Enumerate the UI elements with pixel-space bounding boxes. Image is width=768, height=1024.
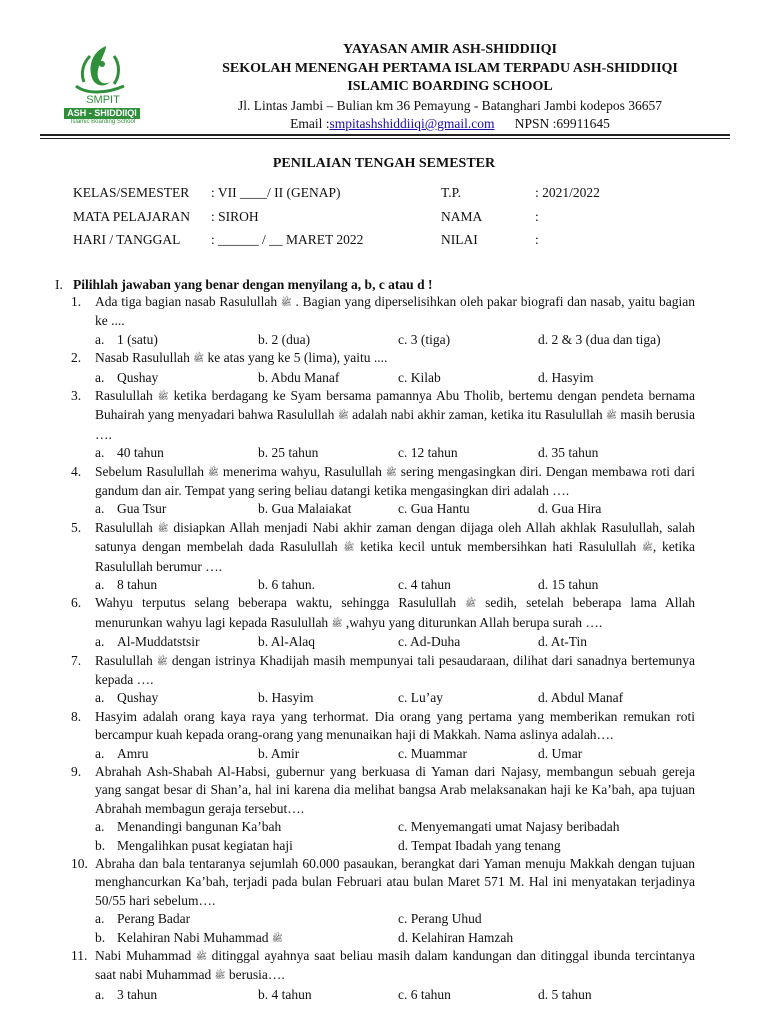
answer-option[interactable]	[95, 837, 293, 855]
option-letter: a.	[95, 745, 105, 761]
option-text: c. 4 tahun	[398, 577, 451, 593]
answer-option[interactable]	[398, 689, 443, 707]
school-address: Jl. Lintas Jambi – Bulian km 36 Pemayung - Batanghari Jambi kodepos 36657	[237, 97, 663, 113]
answer-option[interactable]	[258, 500, 351, 518]
letterhead	[0, 38, 768, 133]
saw-symbol: ﷺ	[385, 467, 397, 478]
question-text-part: , ketika Rasulullah berumur ….	[95, 539, 695, 574]
option-text: d. 35 tahun	[538, 445, 599, 461]
option-text: d. Kelahiran Hamzah	[398, 929, 514, 945]
option-text: c. Lu’ay	[398, 690, 443, 706]
answer-option[interactable]	[258, 745, 299, 763]
question-item	[73, 652, 695, 708]
answer-option[interactable]	[258, 986, 312, 1004]
option-text: Kelahiran Nabi Muhammad	[117, 929, 272, 945]
option-text: c. 3 (tiga)	[398, 331, 451, 347]
saw-symbol: ﷺ	[157, 392, 169, 402]
answer-option[interactable]	[398, 986, 451, 1004]
question-number: 11.	[71, 948, 88, 964]
question-number: 7.	[71, 652, 82, 668]
email-label: Email :	[290, 116, 330, 131]
hari-label: HARI / TANGGAL	[73, 232, 181, 247]
answer-option[interactable]	[398, 910, 482, 928]
answer-option[interactable]	[258, 633, 315, 651]
option-letter: a.	[95, 986, 105, 1002]
answer-option[interactable]	[95, 633, 200, 651]
question-item	[73, 855, 695, 947]
question-text-part: . Bagian yang diperselisihkan oleh pakar biografi dan nasab, yaitu bagian ke ....	[95, 294, 695, 329]
foundation-name: YAYASAN AMIR ASH-SHIDDIIQI	[343, 42, 557, 57]
kelas-value: : VII ____/ II (GENAP)	[211, 185, 341, 200]
option-letter: a.	[95, 577, 105, 593]
question-text	[95, 519, 695, 576]
question-text-part: Hasyim adalah orang kaya raya yang terhormat. Dia orang yang pertama yang memberikan remukan roti bercampur kuah kepada orang-orang yang menunaikan haji di Makkah. Nama aslinya adalah….	[95, 708, 695, 743]
option-text: d. At-Tin	[538, 634, 588, 650]
answer-option[interactable]	[95, 910, 190, 928]
question-text-part: ditinggal ayahnya saat beliau masih dalam kandungan dan ditinggal ibunda tercintanya saat nabi Muhammad	[95, 948, 695, 983]
answer-option[interactable]	[95, 576, 157, 594]
option-letter: a.	[95, 501, 105, 517]
option-text: Al-Muddatstsir	[117, 634, 200, 650]
option-text: d. Tempat Ibadah yang tenang	[398, 837, 561, 853]
answer-option[interactable]	[538, 633, 587, 651]
question-text-part: ,wahyu yang diturunkan Allah berupa surah ….	[342, 614, 603, 630]
answer-option[interactable]	[538, 444, 598, 462]
answer-option[interactable]	[95, 929, 283, 948]
school-name: SEKOLAH MENENGAH PERTAMA ISLAM TERPADU ASH-SHIDDIIQI	[222, 60, 678, 76]
question-number: 1.	[71, 294, 82, 309]
question-item	[73, 349, 695, 387]
question-text	[95, 708, 695, 745]
question-text-part: Abraha dan bala tentaranya sejumlah 60.000 pasaukan, berangkat dari Yaman menuju Makkah dengan tujuan menghancurkan Ka’bah, terjadi pada bulan Februari atau bulan Maret 571 M. Hal ini menyatakan terjadinya 50/55 hari sebelum….	[95, 856, 695, 908]
answer-options	[95, 745, 695, 763]
option-text: c. 12 tahun	[398, 445, 458, 461]
answer-option[interactable]	[538, 576, 598, 594]
saw-symbol: ﷺ	[207, 467, 219, 478]
question-list	[73, 293, 695, 1004]
saw-symbol: ﷺ	[465, 599, 477, 610]
answer-option[interactable]	[538, 331, 661, 349]
option-text: Perang Badar	[117, 911, 191, 927]
answer-option[interactable]	[258, 444, 318, 462]
answer-option[interactable]	[398, 633, 460, 651]
answer-option[interactable]	[538, 369, 594, 387]
answer-option[interactable]	[258, 689, 314, 707]
answer-option[interactable]	[538, 745, 582, 763]
option-letter: a.	[95, 819, 105, 835]
answer-option[interactable]	[95, 986, 157, 1004]
option-letter: a.	[95, 634, 105, 650]
answer-option[interactable]	[95, 689, 158, 707]
question-text-part: ketika kecil untuk membersihkan hati Rasulullah	[354, 539, 642, 555]
question-text-part: dengan istrinya Khadijah masih mempunyai tali pesaudaraan, dilihat dari sanadnya bertemunya kepada ….	[95, 652, 695, 688]
question-text-part: sedih, setelah beberapa lama Allah menurunkan wahyu lagi kepada Rasulullah	[95, 595, 695, 630]
question-item	[73, 463, 695, 519]
logo-tagline: Islamic Boarding School	[70, 119, 136, 125]
question-number: 6.	[71, 595, 82, 611]
option-text: d. 2 & 3 (dua dan tiga)	[538, 331, 661, 347]
option-text: c. Kilab	[398, 369, 441, 385]
question-text	[95, 463, 695, 501]
option-letter: a.	[95, 690, 105, 706]
header-rule-thick	[40, 134, 730, 136]
answer-options	[95, 986, 695, 1004]
question-text-part: Rasulullah	[95, 652, 157, 668]
option-text: c. Muammar	[398, 745, 467, 761]
question-text-part: Rasulullah	[95, 519, 158, 535]
saw-symbol: ﷺ	[157, 523, 169, 534]
hari-value: : ______ / __ MARET 2022	[211, 232, 364, 247]
option-text: d. Gua Hira	[538, 501, 602, 517]
option-letter: a.	[95, 445, 105, 461]
answer-option[interactable]	[95, 818, 281, 836]
answer-option[interactable]	[538, 986, 592, 1004]
email-link[interactable]: smpitashshiddiiqi@gmail.com	[329, 116, 495, 131]
answer-option[interactable]	[398, 837, 561, 855]
answer-option[interactable]	[95, 369, 158, 387]
saw-symbol: ﷺ	[280, 298, 292, 308]
saw-symbol: ﷺ	[156, 656, 168, 667]
answer-option[interactable]	[258, 369, 339, 387]
answer-options	[95, 633, 695, 651]
npsn: NPSN :69911645	[514, 116, 610, 131]
option-text: b. 25 tahun	[258, 445, 319, 461]
option-letter: b.	[95, 837, 106, 853]
question-text	[95, 349, 695, 368]
option-text: 1 (satu)	[117, 331, 158, 347]
option-text: Mengalihkan pusat kegiatan haji	[117, 837, 293, 853]
question-number: 8.	[71, 708, 82, 724]
school-type: ISLAMIC BOARDING SCHOOL	[347, 79, 553, 94]
question-text-part: Wahyu terputus selang beberapa waktu, sehingga Rasulullah	[95, 595, 466, 611]
question-text	[95, 594, 695, 633]
mapel-value: : SIROH	[211, 208, 259, 224]
option-text: b. Amir	[258, 745, 300, 761]
question-text-part: Ada tiga bagian nasab Rasulullah	[95, 294, 281, 309]
answer-option[interactable]	[398, 576, 451, 594]
answer-options	[95, 331, 695, 349]
option-letter: a.	[95, 369, 105, 385]
question-number: 3.	[71, 388, 82, 403]
tp-label: T.P.	[441, 185, 462, 200]
nama-label: NAMA	[441, 208, 483, 224]
answer-option[interactable]	[398, 331, 450, 349]
question-number: 5.	[71, 519, 82, 535]
logo-name: ASH - SHIDDIIQI	[67, 108, 137, 118]
answer-options	[95, 444, 695, 462]
option-text: Qushay	[117, 369, 159, 385]
saw-symbol: ﷺ	[196, 952, 207, 963]
nilai-value: :	[535, 232, 539, 247]
question-item	[73, 947, 695, 1004]
instruction-text: Pilihlah jawaban yang benar dengan menyilang a, b, c atau d !	[73, 277, 433, 292]
option-text: b. Gua Malaiakat	[258, 501, 352, 517]
answer-option[interactable]	[398, 500, 470, 518]
question-text-part: adalah nabi akhir zaman, ketika itu Rasulullah	[348, 407, 607, 423]
question-text	[95, 387, 695, 444]
question-text	[95, 763, 695, 818]
option-letter: a.	[95, 331, 105, 347]
option-text: d. Umar	[538, 745, 583, 761]
answer-options	[95, 910, 695, 928]
option-text: d. 15 tahun	[538, 577, 599, 593]
answer-option[interactable]	[398, 929, 513, 947]
school-logo	[62, 42, 144, 126]
question-item	[73, 519, 695, 595]
option-text: 8 tahun	[117, 577, 158, 593]
question-text-part: berusia….	[225, 967, 285, 983]
kelas-label: KELAS/SEMESTER	[73, 185, 190, 200]
answer-option[interactable]	[398, 444, 458, 462]
option-text: d. Hasyim	[538, 369, 594, 385]
section-number: I.	[55, 277, 63, 292]
option-text: b. 2 (dua)	[258, 331, 311, 347]
saw-symbol: ﷺ	[193, 354, 205, 365]
option-text: Amru	[117, 745, 149, 761]
question-item	[73, 594, 695, 651]
question-item	[73, 293, 695, 349]
question-text-part: ketika berdagang ke Syam bersama pamannya Abu Tholib, bertemu dengan pendeta bernama Buhairah yang menyadari bahwa Rasulullah	[95, 388, 696, 423]
question-text-part: Nabi Muhammad	[95, 948, 197, 964]
answer-options	[95, 369, 695, 387]
question-item	[73, 387, 695, 463]
option-text: 3 tahun	[117, 986, 158, 1002]
answer-option[interactable]	[95, 745, 149, 763]
answer-options	[95, 818, 695, 836]
option-text: d. 5 tahun	[538, 986, 592, 1002]
answer-options	[95, 837, 695, 855]
option-text: c. Perang Uhud	[398, 911, 482, 927]
answer-option[interactable]	[258, 331, 310, 349]
option-text: b. Al-Alaq	[258, 634, 315, 650]
answer-options	[95, 689, 695, 707]
question-text-part: Nasab Rasulullah	[95, 350, 194, 366]
question-text-part: disiapkan Allah menjadi Nabi akhir zaman dengan dijaga oleh Allah akhlak Rasulullah, salah satunya dengan membelah dada Rasulullah	[95, 519, 696, 555]
saw-symbol: ﷺ	[214, 971, 226, 982]
answer-options	[95, 929, 695, 947]
option-text: c. Menyemangati umat Najasy beribadah	[398, 819, 620, 835]
exam-title: PENILAIAN TENGAH SEMESTER	[272, 156, 496, 171]
saw-symbol: ﷺ	[337, 411, 349, 422]
question-number: 2.	[71, 350, 82, 366]
logo-label: SMPIT	[86, 94, 120, 106]
option-letter: b.	[95, 929, 106, 945]
question-text-part: Rasulullah	[95, 388, 158, 403]
option-text: b. Hasyim	[258, 690, 314, 706]
answer-option[interactable]	[95, 444, 164, 462]
question-item	[73, 708, 695, 763]
answer-option[interactable]	[258, 576, 315, 594]
question-text-part: masih berusia ….	[95, 407, 695, 442]
question-text-part: sering mengasingkan diri. Dengan membawa roti dari gandum dan air. Tempat yang sering beliau datangi ketika mengasingkan diri adalah ….	[95, 463, 695, 499]
option-text: d. Abdul Manaf	[538, 690, 624, 706]
option-text: b. 4 tahun	[258, 986, 312, 1002]
tp-value: : 2021/2022	[535, 185, 600, 200]
question-text	[95, 652, 695, 690]
answer-option[interactable]	[538, 689, 623, 707]
nama-value: :	[535, 208, 539, 224]
question-text-part: Sebelum Rasulullah	[95, 463, 208, 479]
saw-symbol: ﷺ	[642, 543, 653, 554]
option-text: c. Ad-Duha	[398, 634, 461, 650]
question-text-part: ke atas yang ke 5 (lima), yaitu ....	[204, 350, 388, 366]
option-text: Gua Tsur	[117, 501, 167, 517]
answer-options	[95, 500, 695, 518]
saw-symbol: ﷺ	[331, 618, 343, 629]
option-text: b. Abdu Manaf	[258, 369, 340, 385]
question-number: 9.	[71, 764, 82, 780]
question-item	[73, 763, 695, 855]
option-text: Qushay	[117, 690, 159, 706]
question-number: 4.	[71, 463, 82, 479]
nilai-label: NILAI	[441, 232, 478, 247]
answer-option[interactable]	[538, 500, 601, 518]
answer-option[interactable]	[95, 331, 158, 349]
answer-option[interactable]	[398, 369, 441, 387]
option-text: b. 6 tahun.	[258, 577, 315, 593]
answer-option[interactable]	[398, 745, 467, 763]
answer-option[interactable]	[398, 818, 620, 836]
answer-options	[95, 576, 695, 594]
contact-line	[150, 115, 750, 134]
option-text: c. Gua Hantu	[398, 501, 470, 517]
header-rule-thin	[40, 138, 730, 139]
saw-symbol: ﷺ	[271, 933, 283, 944]
question-text-part: menerima wahyu, Rasulullah	[218, 463, 386, 479]
saw-symbol: ﷺ	[606, 411, 617, 422]
option-letter: a.	[95, 911, 105, 927]
exam-info	[73, 185, 753, 256]
question-number: 10.	[71, 856, 88, 872]
question-text-part: Abrahah Ash-Shabah Al-Habsi, gubernur yang berkuasa di Yaman dari Najasy, membangun sebuah gereja yang sangat besar di Shan’a, hal ini karena dia melihat bangsa Arab melaksanakan haji ke Ka’bah, apa tujuan Abrahah membagun geraja tersebut….	[95, 764, 695, 816]
question-text	[95, 293, 695, 331]
answer-option[interactable]	[95, 500, 166, 518]
mapel-label: MATA PELAJARAN	[73, 208, 191, 224]
option-text: Menandingi bangunan Ka’bah	[117, 819, 282, 835]
option-text: 40 tahun	[117, 445, 164, 461]
question-text	[95, 947, 695, 986]
saw-symbol: ﷺ	[343, 543, 355, 554]
question-text	[95, 855, 695, 910]
option-text: c. 6 tahun	[398, 986, 451, 1002]
